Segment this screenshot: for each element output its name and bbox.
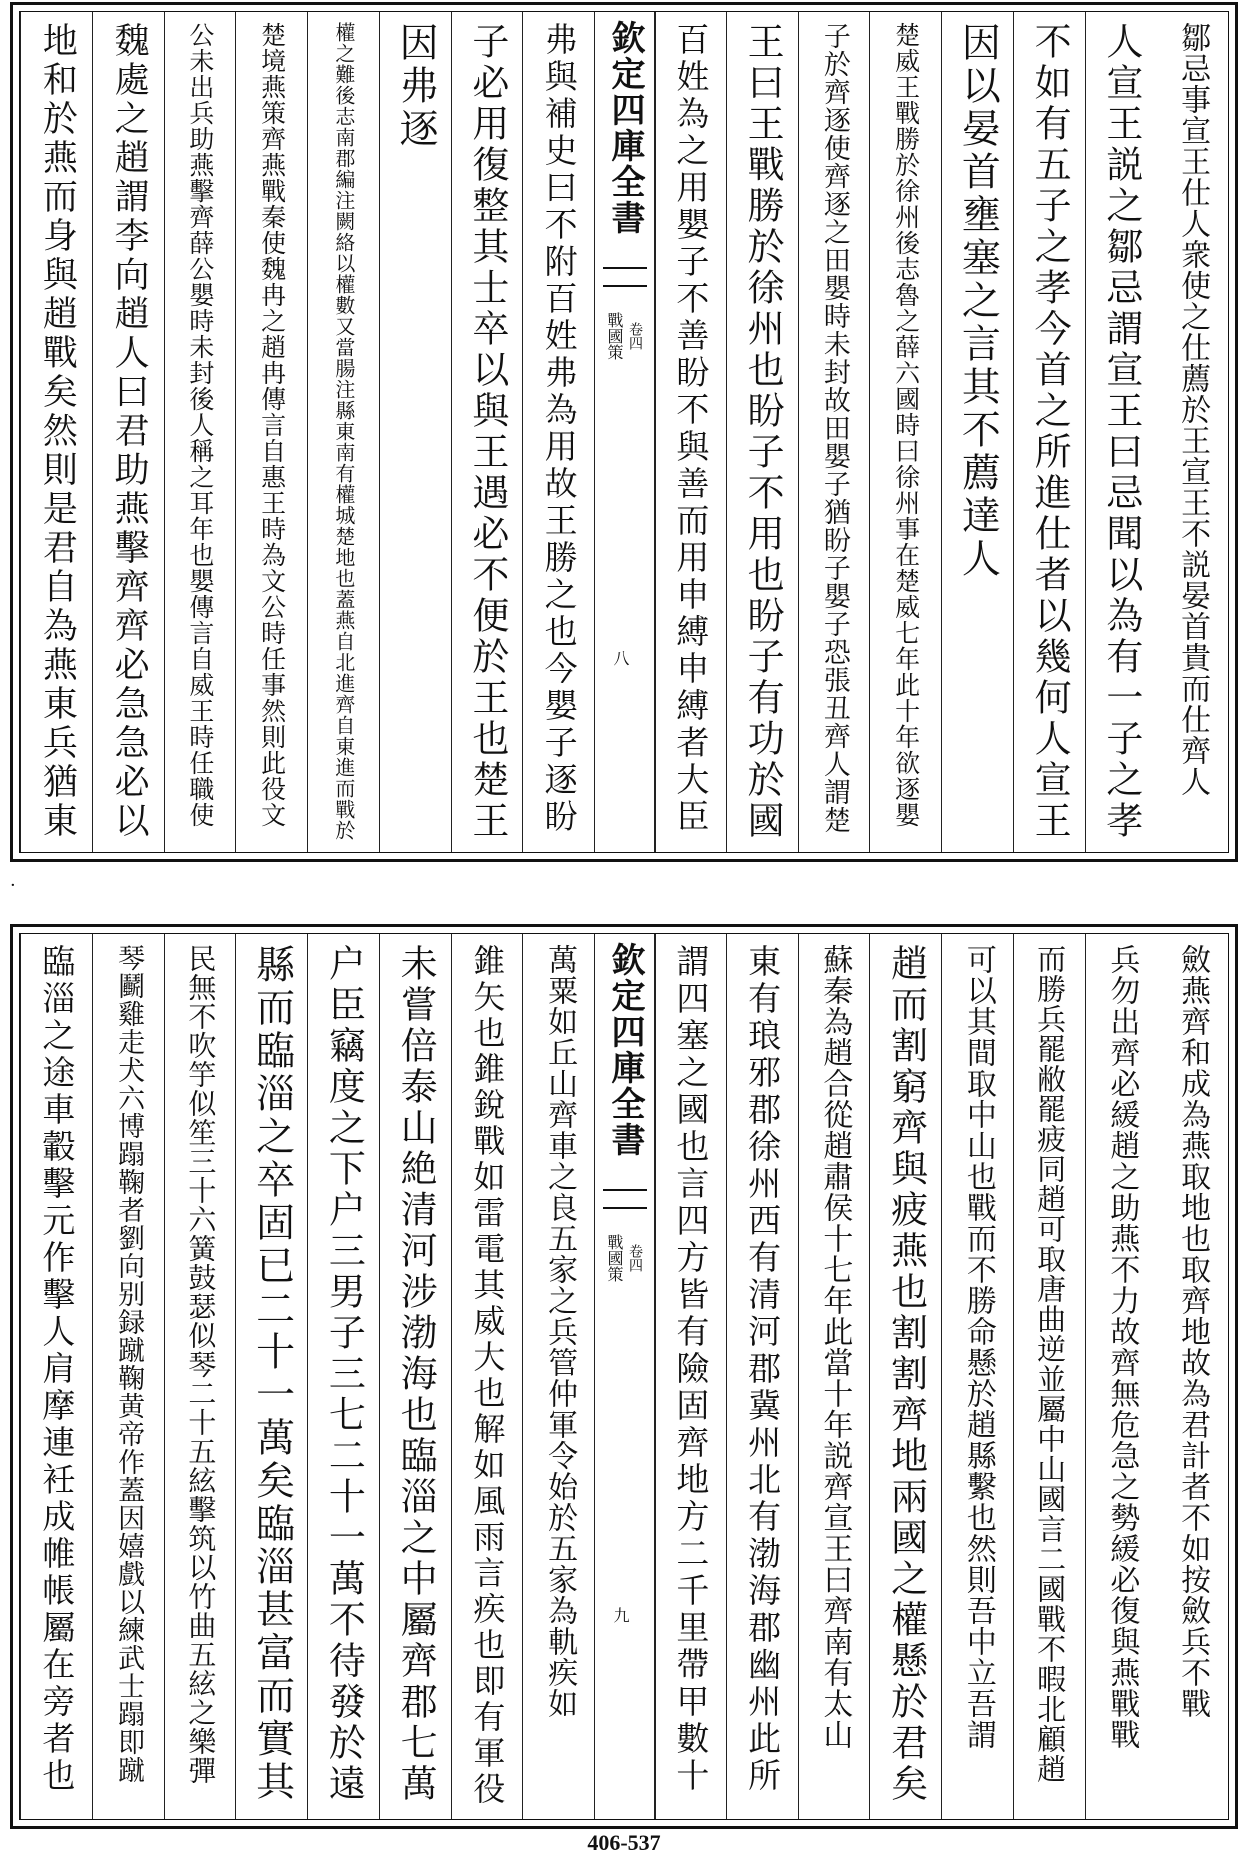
fishtail-mark bbox=[603, 267, 647, 287]
header-title: 欽定四庫全書 bbox=[605, 942, 645, 1158]
bottom-right-column-5: 趙而割窮齊與疲燕也割割齊地兩國之權懸於君矣 bbox=[869, 934, 942, 1819]
volume-label: 卷四 bbox=[627, 322, 643, 350]
book-name: 戰國策 bbox=[605, 1234, 624, 1282]
bottom-right-column-8: 謂四塞之國也言四方皆有險固齊地方二千里帶甲數十 bbox=[654, 934, 727, 1819]
bottom-left-column-2: 錐矢也錐銳戰如雷電其威大也解如風雨言疾也即有軍役 bbox=[451, 934, 524, 1819]
top-right-column-3: 不如有五子之孝今首之所進仕者以幾何人宣王 bbox=[1013, 12, 1086, 852]
book-name: 戰國策 bbox=[605, 312, 624, 360]
bottom-left-column-3: 未嘗倍泰山絶清河涉渤海也臨淄之中屬齊郡七萬 bbox=[379, 934, 452, 1819]
page-code: 406-537 bbox=[587, 1830, 661, 1855]
volume-label: 卷四 bbox=[627, 1244, 643, 1272]
top-right-column-8: 百姓為之用嬰子不善盼不與善而用申縛申縛者大臣 bbox=[654, 12, 727, 852]
bottom-right-column-6: 蘇秦為趙合從趙肅侯十七年此當十年説齊宣王曰齊南有太山 bbox=[798, 934, 871, 1819]
top-center-strip bbox=[594, 12, 656, 852]
top-left-column-1: 弗與補史曰不附百姓弗為用故王勝之也今嬰子逐盼 bbox=[522, 12, 595, 852]
bottom-left-column-6: 民無不吹竽似笙三十六簧鼓瑟似琴二十五絃擊筑以竹曲五絃之樂彈 bbox=[164, 934, 237, 1819]
bottom-right-column-3: 而勝兵罷敝罷疲同趙可取唐曲逆並屬中山國言二國戰不暇北顧趙 bbox=[1013, 934, 1086, 1819]
bottom-left-column-4: 户臣竊度之下户三男子三七二十一萬不待發於遠 bbox=[307, 934, 380, 1819]
bottom-left-column-5: 縣而臨淄之卒固已二十一萬矣臨淄甚富而實其 bbox=[235, 934, 308, 1819]
bottom-right-column-7: 東有琅邪郡徐州西有清河郡冀州北有渤海郡幽州此所 bbox=[726, 934, 799, 1819]
bottom-center-strip bbox=[594, 934, 656, 1819]
top-left-column-8: 地和於燕而身與趙戰矣然則是君自為燕東兵猶東 bbox=[20, 12, 93, 852]
top-page bbox=[10, 2, 1238, 862]
top-right-column-2: 人宣王説之鄒忌謂宣王曰忌聞以為有一子之孝 bbox=[1085, 12, 1158, 852]
bottom-left-column-7: 琴鬬雞走犬六博蹋鞠者劉向别録蹴鞠黄帝作蓋因嬉戲以練武士蹋即蹴 bbox=[92, 934, 165, 1819]
bottom-page bbox=[10, 924, 1238, 1829]
top-right-column-6: 子於齊逐使齊逐之田嬰時未封故田嬰子猶盼子嬰子恐張丑齊人謂楚 bbox=[798, 12, 871, 852]
top-page-frame bbox=[19, 11, 1229, 853]
header-title: 欽定四庫全書 bbox=[605, 20, 645, 236]
top-left-column-6: 公未出兵助燕擊齊薛公嬰時未封後人稱之耳年也嬰傳言自威王時任職使 bbox=[164, 12, 237, 852]
page-number: 九 bbox=[611, 1606, 630, 1623]
bottom-left-column-1: 萬粟如丘山齊車之良五家之兵管仲軍令始於五家為軌疾如 bbox=[522, 934, 595, 1819]
fishtail-mark bbox=[603, 1189, 647, 1209]
top-left-column-3: 因弗逐 bbox=[379, 12, 452, 852]
top-right-column-1: 鄒忌事宣王仕人衆使之仕薦於王宣王不説晏首貴而仕齊人 bbox=[1175, 22, 1211, 797]
bottom-right-column-2: 兵勿出齊必緩趙之助燕不力故齊無危急之勢緩必復與燕戰戰 bbox=[1085, 934, 1158, 1819]
top-right-column-7: 王曰王戰勝於徐州也盼子不用也盼子有功於國 bbox=[726, 12, 799, 852]
scan-mark: · bbox=[10, 875, 16, 896]
top-left-column-2: 子必用復整其士卒以與王遇必不便於王也楚王 bbox=[451, 12, 524, 852]
top-right-column-4: 因以晏首壅塞之言其不薦達人 bbox=[941, 12, 1014, 852]
top-left-column-4: 權之難後志南郡編注闕絡以權數又當腸注縣東南有權城楚地也蓋燕自北進齊自東進而戰於 bbox=[307, 12, 380, 852]
top-right-column-5: 楚威王戰勝於徐州後志魯之薛六國時曰徐州事在楚威七年此十年欲逐嬰 bbox=[869, 12, 942, 852]
top-left-column-7: 魏處之趙謂李向趙人曰君助燕擊齊齊必急急必以 bbox=[92, 12, 165, 852]
bottom-left-column-8: 臨淄之途車轂擊元作擊人肩摩連衽成帷帳屬在旁者也 bbox=[20, 934, 93, 1819]
top-left-column-5: 楚境燕策齊燕戰秦使魏冉之趙冉傳言自惠王時為文公時任事然則此役文 bbox=[235, 12, 308, 852]
page-number: 八 bbox=[611, 650, 630, 667]
bottom-right-column-1: 斂燕齊和成為燕取地也取齊地故為君計者不如按斂兵不戰 bbox=[1175, 944, 1211, 1719]
bottom-page-frame bbox=[19, 933, 1229, 1820]
bottom-right-column-4: 可以其間取中山也戰而不勝命懸於趙縣繫也然則吾中立吾謂 bbox=[941, 934, 1014, 1819]
